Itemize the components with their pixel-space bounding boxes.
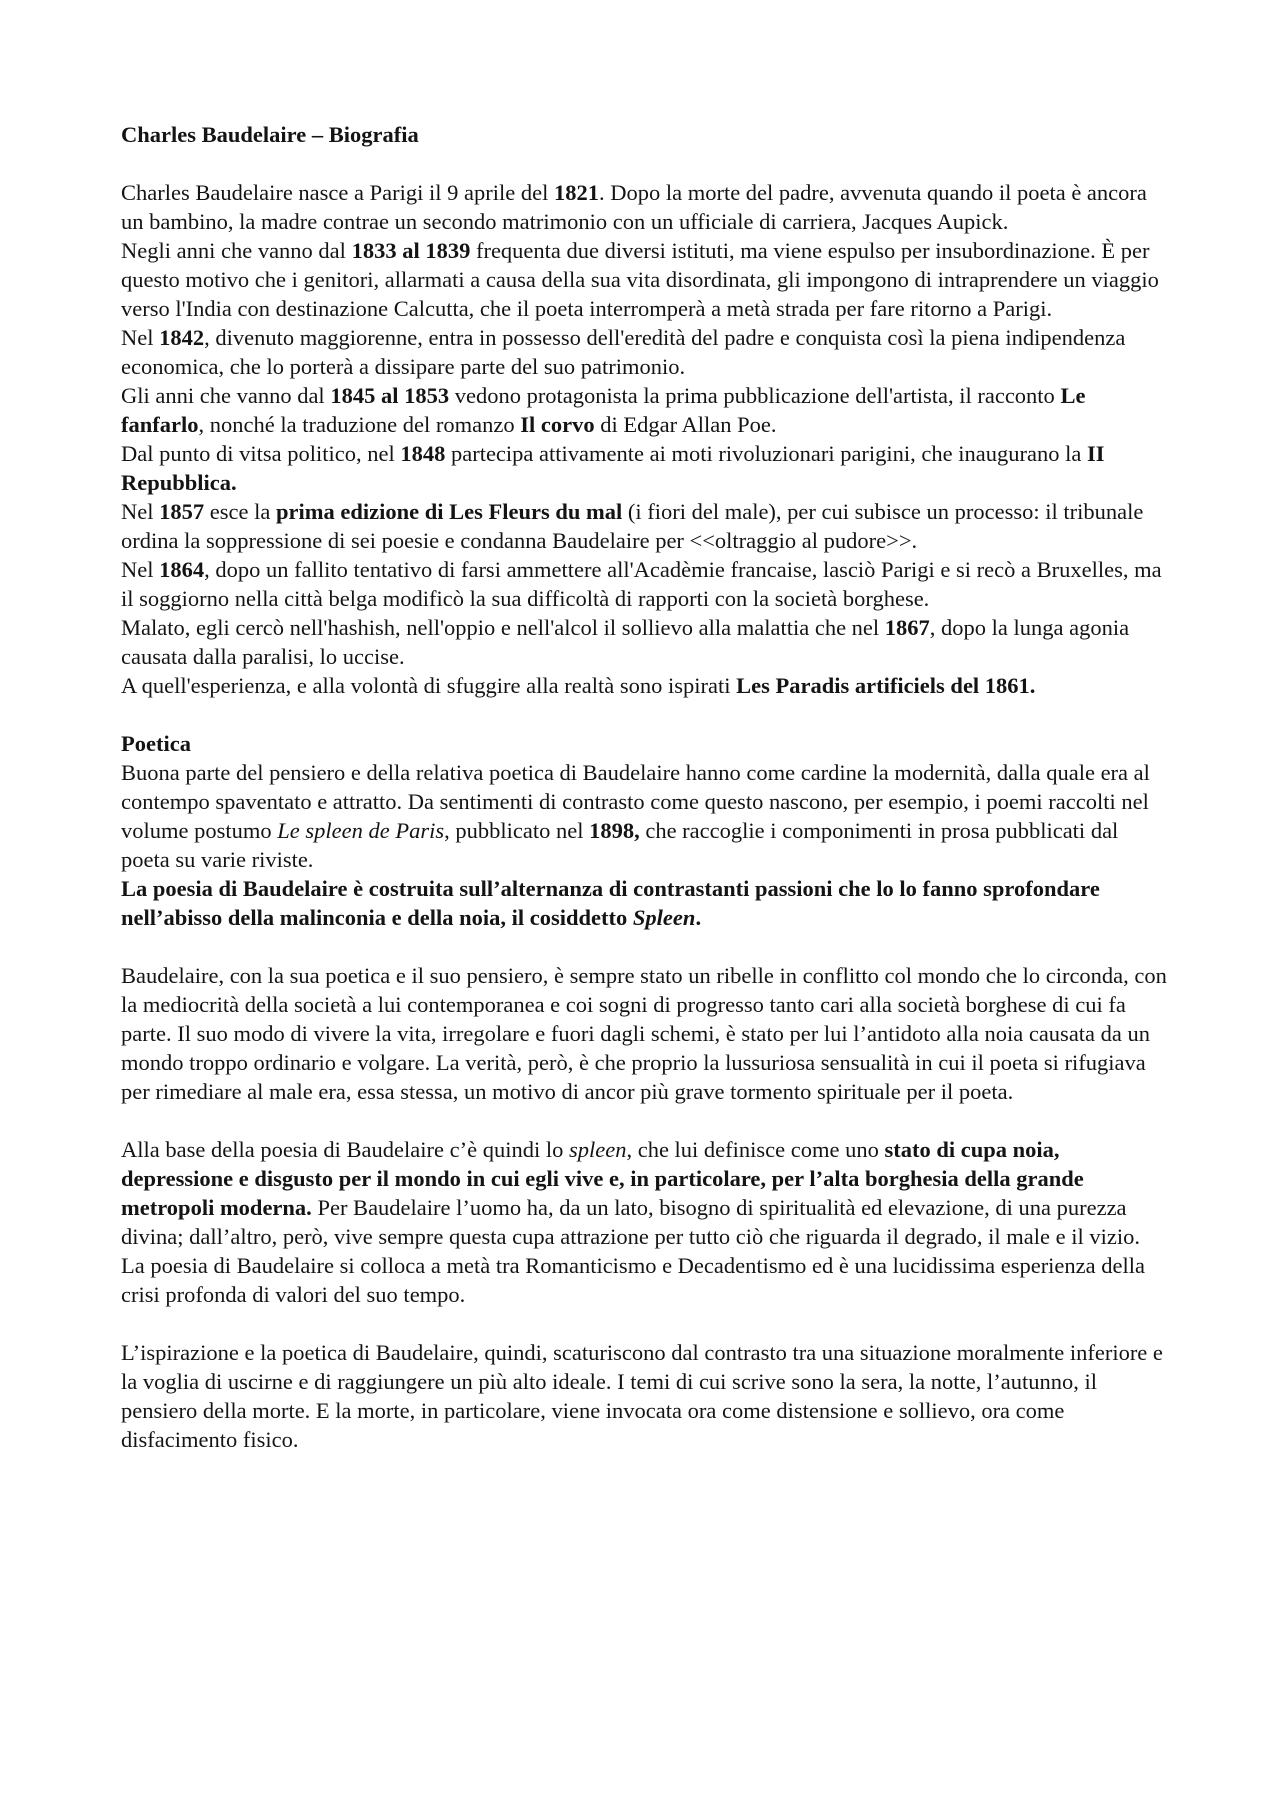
paragraph: [121, 961, 1171, 1106]
paragraph: [121, 613, 1171, 671]
italic-text: Le spleen de Paris: [277, 818, 445, 843]
emphasis-text: 1821: [553, 180, 599, 205]
poetica-section: [121, 758, 1171, 1454]
text-run: , che lui definisce come uno: [626, 1137, 885, 1162]
document-title: Charles Baudelaire – Biografia: [121, 122, 419, 147]
spacer: [121, 932, 1171, 961]
text-run: , dopo la lunga agonia causata dalla paralisi, lo uccise.: [121, 615, 1130, 669]
emphasis-text: stato di cupa noia, depressione e disgusto per il mondo in cui egli vive e, in particolare, per l’alta borghesia della grande metropoli moderna.: [121, 1137, 1084, 1220]
emphasis-text: prima edizione di Les Fleurs du mal: [275, 499, 623, 524]
paragraph: [121, 758, 1171, 874]
text-run: , nonché la traduzione del romanzo: [198, 412, 521, 437]
poetica-heading: Poetica: [121, 731, 191, 756]
spacer: [121, 149, 1171, 178]
text-run: Dal punto di vitsa politico, nel: [121, 441, 401, 466]
paragraph: [121, 439, 1171, 497]
text-run: Buona parte del pensiero e della relativa poetica di Baudelaire hanno come cardine la modernità, dalla quale era al contempo spaventato e attratto. Da sentimenti di contrasto come questo nascono, per esempio, i poemi raccolti nel volume postumo: [121, 760, 1150, 843]
paragraph: [121, 1338, 1171, 1454]
text-run: L’ispirazione e la poetica di Baudelaire, quindi, scaturiscono dal contrasto tra una situazione moralmente inferiore e la voglia di uscirne e di raggiungere un più alto ideale. I temi di cui scrive sono la sera, la notte, l’autunno, il pensiero della morte. E la morte, in particolare, viene invocata ora come distensione e sollievo, ora come disfacimento fisico.: [121, 1340, 1163, 1452]
text-run: Gli anni che vanno dal: [121, 383, 331, 408]
emphasis-text: 1867: [884, 615, 930, 640]
text-run: , pubblicato nel: [444, 818, 590, 843]
emphasis-text: Il corvo: [520, 412, 595, 437]
emphasis-text: Spleen: [632, 905, 696, 930]
paragraph: [121, 178, 1171, 236]
emphasis-text: 1848: [400, 441, 446, 466]
spacer: [121, 1309, 1171, 1338]
paragraph: [121, 874, 1171, 932]
text-run: Alla base della poesia di Baudelaire c’è quindi lo: [121, 1137, 569, 1162]
paragraph: [121, 323, 1171, 381]
text-run: , dopo un fallito tentativo di farsi ammettere all'Acadèmie francaise, lasciò Parigi e si recò a Bruxelles, ma il soggiorno nella città belga modificò la sua difficoltà di rapporti con la società borghese.: [121, 557, 1162, 611]
text-run: partecipa attivamente ai moti rivoluzionari parigini, che inaugurano la: [445, 441, 1087, 466]
italic-text: spleen: [568, 1137, 627, 1162]
spacer: [121, 1106, 1171, 1135]
text-run: esce la: [204, 499, 276, 524]
text-run: che raccoglie i componimenti in prosa pubblicati dal poeta su varie riviste.: [121, 818, 1119, 872]
emphasis-text: .: [695, 905, 702, 930]
emphasis-text: Le fanfarlo: [121, 383, 1086, 437]
emphasis-text: II Repubblica.: [121, 441, 1105, 495]
paragraph: [121, 555, 1171, 613]
text-run: , divenuto maggiorenne, entra in possesso dell'eredità del padre e conquista così la piena indipendenza economica, che lo porterà a dissipare parte del suo patrimonio.: [121, 325, 1126, 379]
emphasis-text: 1842: [159, 325, 205, 350]
text-run: Nel: [121, 557, 160, 582]
text-run: (i fiori del male), per cui subisce un processo: il tribunale ordina la soppressione di sei poesie e condanna Baudelaire per <<oltraggio al pudore>>.: [121, 499, 1144, 553]
text-run: . Dopo la morte del padre, avvenuta quando il poeta è ancora un bambino, la madre contrae un secondo matrimonio con un ufficiale di carriera, Jacques Aupick.: [121, 180, 1147, 234]
paragraph: [121, 497, 1171, 555]
document-page: [121, 120, 1171, 1454]
emphasis-text: 1898,: [589, 818, 640, 843]
text-run: A quell'esperienza, e alla volontà di sfuggire alla realtà sono ispirati: [121, 673, 737, 698]
text-run: frequenta due diversi istituti, ma viene espulso per insubordinazione. È per questo motivo che i genitori, allarmati a causa della sua vita disordinata, gli impongono di intraprendere un viaggio verso l'India con destinazione Calcutta, che il poeta interromperà a metà strada per fare ritorno a Parigi.: [121, 238, 1159, 321]
text-run: Per Baudelaire l’uomo ha, da un lato, bisogno di spiritualità ed elevazione, di una purezza divina; dall’altro, però, vive sempre questa cupa attrazione per tutto ciò che riguarda il degrado, il male e il vizio.: [121, 1195, 1140, 1249]
emphasis-text: 1833 al 1839: [351, 238, 471, 263]
text-run: La poesia di Baudelaire si colloca a metà tra Romanticismo e Decadentismo ed è una lucidissima esperienza della crisi profonda di valori del suo tempo.: [121, 1253, 1145, 1307]
paragraph: [121, 236, 1171, 323]
text-run: Baudelaire, con la sua poetica e il suo pensiero, è sempre stato un ribelle in conflitto col mondo che lo circonda, con la mediocrità della società a lui contemporanea e coi sogni di progresso tanto cari alla società borghese di cui fa parte. Il suo modo di vivere la vita, irregolare e fuori dagli schemi, è stato per lui l’antidoto alla noia causata da un mondo troppo ordinario e volgare. La verità, però, è che proprio la lussuriosa sensualità in cui il poeta si rifugiava per rimediare al male era, essa stessa, un motivo di ancor più grave tormento spirituale per il poeta.: [121, 963, 1167, 1104]
emphasis-text: 1845 al 1853: [330, 383, 450, 408]
emphasis-text: 1857: [159, 499, 205, 524]
emphasis-text: 1864: [159, 557, 205, 582]
emphasis-text: Les Paradis artificiels del 1861.: [736, 673, 1036, 698]
text-run: Negli anni che vanno dal: [121, 238, 352, 263]
text-run: vedono protagonista la prima pubblicazione dell'artista, il racconto: [449, 383, 1061, 408]
paragraph: [121, 671, 1171, 700]
paragraph: [121, 1135, 1171, 1251]
text-run: Charles Baudelaire nasce a Parigi il 9 aprile del: [121, 180, 554, 205]
text-run: di Edgar Allan Poe.: [594, 412, 777, 437]
spacer: [121, 700, 1171, 729]
biography-section: [121, 178, 1171, 700]
text-run: Malato, egli cercò nell'hashish, nell'oppio e nell'alcol il sollievo alla malattia che nel: [121, 615, 885, 640]
paragraph: [121, 1251, 1171, 1309]
paragraph: [121, 381, 1171, 439]
text-run: Nel: [121, 499, 160, 524]
emphasis-text: La poesia di Baudelaire è costruita sull’alternanza di contrastanti passioni che lo lo fanno sprofondare nell’abisso della malinconia e della noia, il cosiddetto: [121, 876, 1100, 930]
text-run: Nel: [121, 325, 160, 350]
